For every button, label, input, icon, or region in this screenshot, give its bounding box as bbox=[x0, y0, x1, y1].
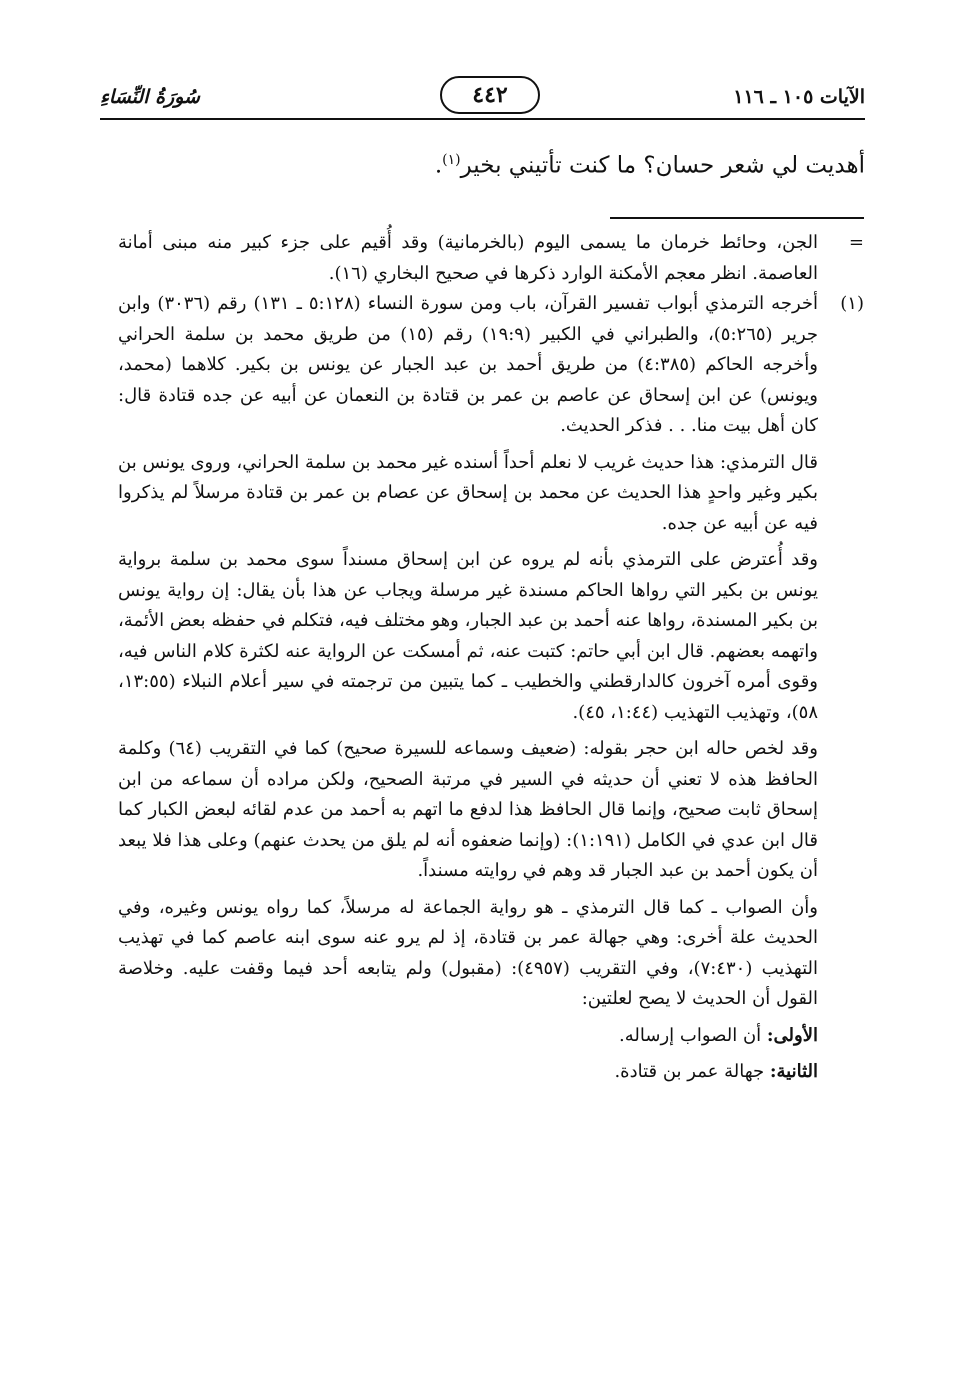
second-reason-text: جهالة عمر بن قتادة. bbox=[614, 1061, 765, 1082]
footnote-reference: (١) bbox=[442, 152, 461, 168]
header-rule bbox=[100, 118, 865, 120]
footnote-1-second-reason bbox=[118, 1057, 818, 1088]
footnote-continuation bbox=[118, 228, 864, 289]
footnotes-section bbox=[118, 228, 864, 1088]
continuation-mark: = bbox=[848, 232, 864, 253]
footnote-1-mark: (١) bbox=[840, 293, 864, 314]
footnote-1-para-3: وقد أُعترض على الترمذي بأنه لم يروه عن ابن إسحاق مسنداً سوى محمد بن سلمة برواية يونس بن بكير التي رواها الحاكم مسندة غير مرسلة ويجاب عن هذا بأن يقال: إن رواية يونس بن بكير المسندة، رواها عنه أحمد بن عبد الجبار، وهو مختلف فيه، فتكلم في حفظه بعض الأئمة، واتهمه بعضهم. قال ابن أبي حاتم: كتبت عنه، ثم أمسكت عن الرواية عنه لكثرة كلام الناس فيه، وقوى أمره آخرون كالدارقطني والخطيب ـ كما يتبين من ترجمته في سير أعلام النبلاء (١٣:٥٥، ٥٨)، وتهذيب التهذيب (١:٤٤، ٤٥). bbox=[118, 549, 818, 723]
page-number-badge: ٤٤٢ bbox=[440, 76, 540, 114]
footnote-1 bbox=[118, 289, 864, 1088]
footnote-1-para-1: أخرجه الترمذي أبواب تفسير القرآن، باب ومن سورة النساء (٥:١٢٨ ـ ١٣١) رقم (٣٠٣٦) وابن جرير (٥:٢٦٥)، والطبراني في الكبير (١٩:٩) رقم (١٥) من طريق محمد بن سلمة الحراني وأخرجه الحاكم (٤:٣٨٥) من طريق أحمد بن عبد الجبار عن يونس بن بكير. كلاهما (محمد، ويونس) عن ابن إسحاق عن عاصم بن عمر بن قتادة بن النعمان عن أبيه عن جده قتادة قال: كان أهل بيت منا. . . فذكر الحديث. bbox=[118, 293, 819, 436]
main-text: أهديت لي شعر حسان؟ ما كنت تأتيني بخير bbox=[460, 152, 865, 179]
footnote-1-para-4: وقد لخص حاله ابن حجر بقوله: (ضعيف وسماعه للسيرة صحيح) كما في التقريب (٦٤) وكلمة الحافظ هذه لا تعني أن حديثه في السير في مرتبة الصحيح، ولكن مراده أن سماعه من ابن إسحاق ثابت صحيح، وإنما قال الحافظ هذا لدفع ما اتهم به أحمد من عدم لقائه لبعض الكبار كما قال ابن عدي في الكامل (١:١٩١): (وإنما ضعفوه أنه لم يلق من يحدث عنهم) وعلى هذا فلا يبعد أن يكون أحمد بن عبد الجبار قد وهم في روايته مسنداً. bbox=[118, 738, 818, 881]
footnote-separator bbox=[610, 217, 864, 219]
first-reason-text: أن الصواب إرساله. bbox=[619, 1024, 762, 1046]
footnote-1-first-reason bbox=[118, 1021, 818, 1052]
verse-range: الآيات ١٠٥ ـ ١١٦ bbox=[733, 86, 865, 108]
page-header bbox=[100, 72, 865, 122]
first-reason-label: الأولى: bbox=[766, 1024, 818, 1046]
second-reason-label: الثانية: bbox=[769, 1061, 818, 1082]
main-text-line bbox=[435, 152, 865, 179]
main-end-punct: . bbox=[434, 152, 443, 179]
footnote-1-para-5: وأن الصواب ـ كما قال الترمذي ـ هو رواية الجماعة له مرسلاً، كما رواه يونس وغيره، وفي الحديث علة أخرى: وهي جهالة عمر بن قتادة، إذ لم يرو عنه سوى ابنه عاصم كما في تهذيب التهذيب (٧:٤٣٠)، وفي التقريب (٤٩٥٧): (مقبول) ولم يتابعه أحد فيما وقفت عليه. وخلاصة القول أن الحديث لا يصح لعلتين: bbox=[118, 896, 819, 1009]
footnote-1-para-2: قال الترمذي: هذا حديث غريب لا نعلم أحداً أسنده غير محمد بن سلمة الحراني، وروى يونس بن بكير وغير واحدٍ هذا الحديث عن محمد بن إسحاق عن عصام بن عمر بن قتادة مرسلاً لم يذكروا فيه عن أبيه عن جده. bbox=[118, 451, 818, 534]
continuation-text: الجن، وحائط خرمان ما يسمى اليوم (بالخرمانية) وقد أُقيم على جزء كبير منه مبنى أمانة العاصمة. انظر معجم الأمكنة الوارد ذكرها في صحيح البخاري (١٦). bbox=[118, 232, 818, 284]
surah-title: سُورَةُ النِّسَاءِ bbox=[100, 86, 200, 108]
